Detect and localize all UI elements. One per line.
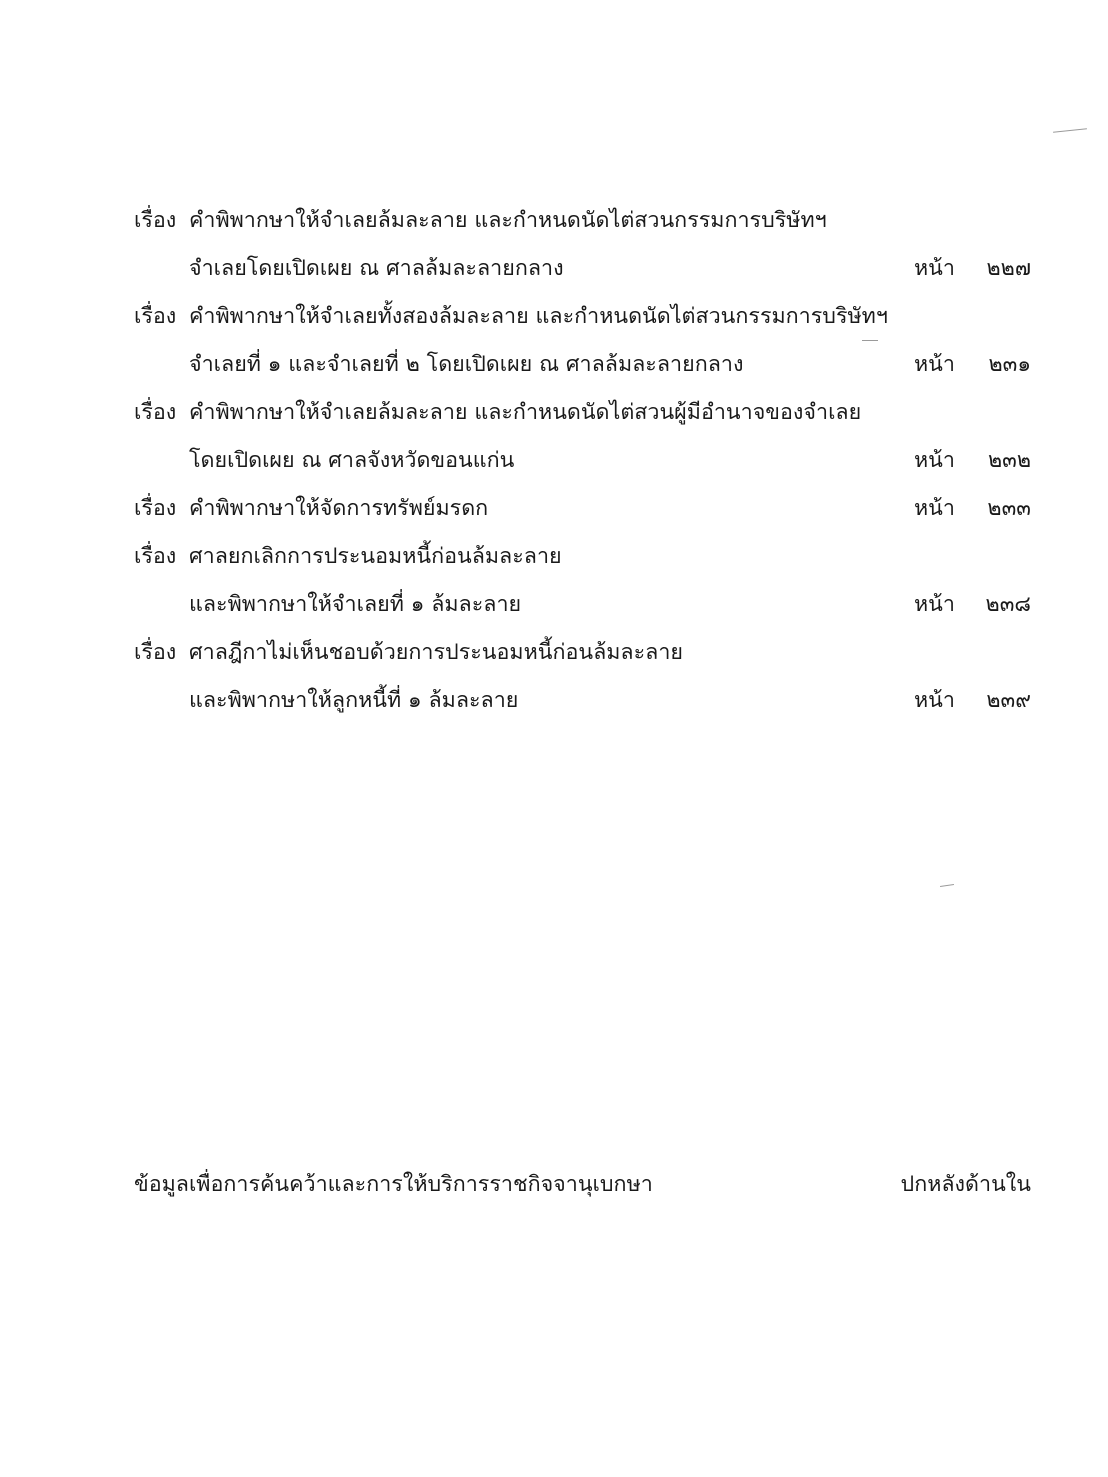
page-number: ๒๓๒ [987,448,1031,473]
entry-label: เรื่อง [134,544,177,569]
footer-source-text: ข้อมูลเพื่อการค้นคว้าและการให้บริการราชกิจจานุเบกษา [134,1172,653,1197]
entry-label: เรื่อง [134,304,177,329]
entry-title-line: คำพิพากษาให้จำเลยล้มละลาย และกำหนดนัดไต่สวนกรรมการบริษัทฯ [189,208,827,233]
page-word: หน้า [914,448,955,473]
entry-title-line: จำเลยโดยเปิดเผย ณ ศาลล้มละลายกลาง [189,256,564,281]
page-word: หน้า [914,496,955,521]
entry-title-line: คำพิพากษาให้จำเลยล้มละลาย และกำหนดนัดไต่สวนผู้มีอำนาจของจำเลย [189,400,862,425]
toc-entry [134,293,1039,389]
entry-title-line: คำพิพากษาให้จัดการทรัพย์มรดก [189,496,489,521]
scan-mark [940,884,954,887]
toc-entry [134,629,1039,725]
page-word: หน้า [914,352,955,377]
entry-label: เรื่อง [134,208,177,233]
page-word: หน้า [914,688,955,713]
table-of-contents [134,197,1039,725]
footer-page-label: ปกหลังด้านใน [900,1172,1031,1197]
toc-entry [134,389,1039,485]
scan-mark [1053,128,1087,133]
entry-label: เรื่อง [134,496,177,521]
entry-title-line: ศาลฎีกาไม่เห็นชอบด้วยการประนอมหนี้ก่อนล้มละลาย [189,640,683,665]
entry-title-line: ศาลยกเลิกการประนอมหนี้ก่อนล้มละลาย [189,544,562,569]
page-footer [134,1161,1031,1209]
entry-title-line: คำพิพากษาให้จำเลยทั้งสองล้มละลาย และกำหนดนัดไต่สวนกรรมการบริษัทฯ [189,304,888,329]
entry-title-line: จำเลยที่ ๑ และจำเลยที่ ๒ โดยเปิดเผย ณ ศาลล้มละลายกลาง [189,352,744,377]
page-word: หน้า [914,592,955,617]
page-number: ๒๓๓ [987,496,1031,521]
entry-title-line: โดยเปิดเผย ณ ศาลจังหวัดขอนแก่น [189,448,515,473]
toc-entry [134,197,1039,293]
page-number: ๒๒๗ [986,256,1031,281]
page-word: หน้า [914,256,955,281]
entry-title-line: และพิพากษาให้ลูกหนี้ที่ ๑ ล้มละลาย [189,688,519,713]
page-number: ๒๓๙ [986,688,1031,713]
page-number: ๒๓๘ [985,592,1031,617]
page-number: ๒๓๑ [988,352,1031,377]
entry-label: เรื่อง [134,400,177,425]
entry-title-line: และพิพากษาให้จำเลยที่ ๑ ล้มละลาย [189,592,522,617]
entry-label: เรื่อง [134,640,177,665]
toc-entry [134,485,1039,533]
toc-entry [134,533,1039,629]
